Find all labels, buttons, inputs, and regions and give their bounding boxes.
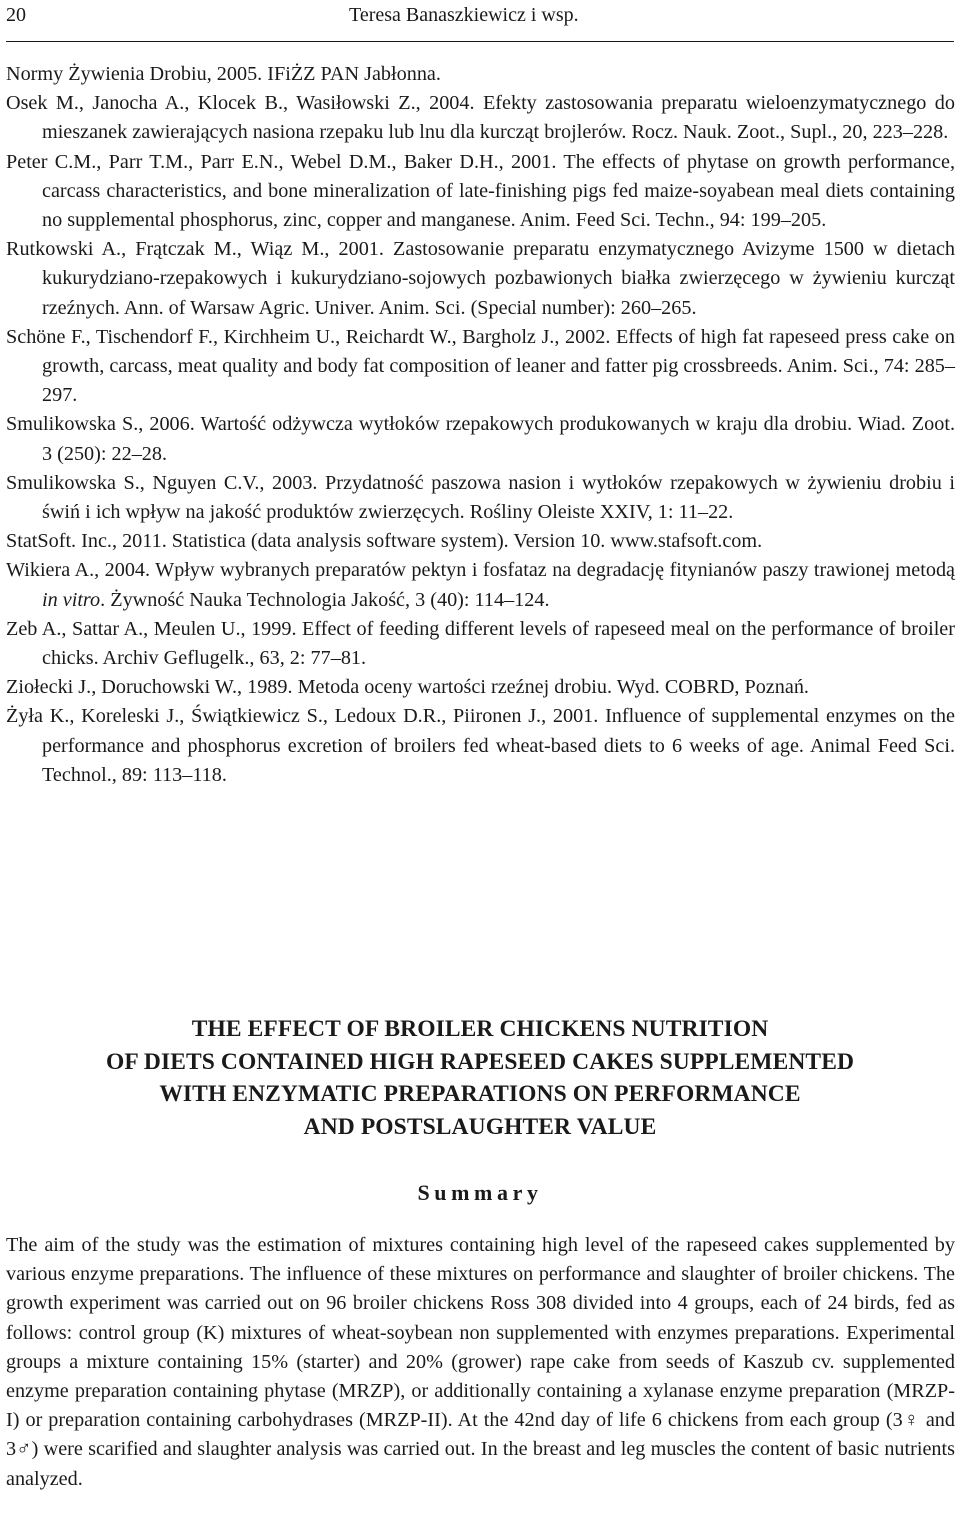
reference-item: Schöne F., Tischendorf F., Kirchheim U., Reichardt W., Bargholz J., 2002. Effects of high fat rapeseed press cake on growth, carcass, meat quality and body fat composition of leaner and fatter pig crossbreeds. Anim. Sci., 74: 285–297. — [6, 325, 955, 407]
reference-item: Smulikowska S., 2006. Wartość odżywcza wytłoków rzepakowych produkowanych w kraju dla drobiu. Wiad. Zoot. 3 (250): 22–28. — [6, 413, 955, 465]
reference-list — [6, 60, 955, 790]
article-title-line: OF DIETS CONTAINED HIGH RAPESEED CAKES SUPPLEMENTED — [105, 1048, 855, 1075]
reference-italic-text: in vitro — [42, 588, 101, 611]
article-title-line: AND POSTSLAUGHTER VALUE — [303, 1113, 657, 1140]
page-number: 20 — [6, 4, 26, 26]
article-title-line: THE EFFECT OF BROILER CHICKENS NUTRITION — [191, 1016, 769, 1042]
reference-item: Ziołecki J., Doruchowski W., 1989. Metoda oceny wartości rzeźnej drobiu. Wyd. COBRD, Poznań. — [6, 676, 809, 699]
reference-item — [6, 556, 955, 614]
reference-item: Normy Żywienia Drobiu, 2005. IFiŻZ PAN Jabłonna. — [6, 63, 441, 85]
header-rule — [6, 41, 954, 42]
reference-item: Smulikowska S., Nguyen C.V., 2003. Przydatność paszowa nasion i wytłoków rzepakowych w żywieniu drobiu i świń i ich wpływ na jakość produktów zwierzęcych. Rośliny Oleiste XXIV, 1: 11–22. — [6, 471, 955, 524]
reference-text: . Żywność Nauka Technologia Jakość, 3 (40): 114–124. — [100, 588, 550, 611]
reference-item: Żyła K., Koreleski J., Świątkiewicz S., Ledoux D.R., Piironen J., 2001. Influence of supplemental enzymes on the performance and phosphorus excretion of broilers fed wheat-based diets to 6 weeks of age. Animal Feed Sci. Technol., 89: 113–118. — [6, 705, 955, 786]
reference-text: Wikiera A., 2004. Wpływ wybranych preparatów pektyn i fosfataz na degradację fitynianów paszy trawionej metodą — [6, 559, 955, 582]
reference-item: Peter C.M., Parr T.M., Parr E.N., Webel D.M., Baker D.H., 2001. The effects of phytase on growth performance, carcass characteristics, and bone mineralization of late-finishing pigs fed maize-soyabean meal diets containing no supplemental phosphorus, zinc, copper and manganese. Anim. Feed Sci. Techn., 94: 199–205. — [6, 150, 955, 232]
reference-item: Zeb A., Sattar A., Meulen U., 1999. Effect of feeding different levels of rapeseed meal on the performance of broiler chicks. Archiv Geflugelk., 63, 2: 77–81. — [6, 617, 955, 670]
summary-heading: Summary — [417, 1180, 543, 1205]
reference-item: StatSoft. Inc., 2011. Statistica (data analysis software system). Version 10. www.stafsoft.com. — [6, 530, 763, 553]
page-header — [6, 0, 954, 30]
reference-item: Osek M., Janocha A., Klocek B., Wasiłowski Z., 2004. Efekty zastosowania preparatu wieloenzymatycznego do mieszanek zawierających nasiona rzepaku lub lnu dla kurcząt brojlerów. Rocz. Nauk. Zoot., Supl., 20, 223–228. — [6, 92, 955, 144]
reference-item: Rutkowski A., Frątczak M., Wiąz M., 2001. Zastosowanie preparatu enzymatycznego Avizyme 1500 w dietach kukurydziano-rzepakowych i kukurydziano-sojowych pozbawionych białka zwierzęcego w żywieniu kurcząt rzeźnych. Ann. of Warsaw Agric. Univer. Anim. Sci. (Special number): 260–265. — [6, 238, 955, 319]
article-title — [0, 1013, 960, 1143]
article-title-line: WITH ENZYMATIC PREPARATIONS ON PERFORMANCE — [159, 1081, 801, 1107]
running-title: Teresa Banaszkiewicz i wsp. — [349, 4, 579, 26]
summary-text: The aim of the study was the estimation of mixtures containing high level of the rapeseed cakes supplemented by various enzyme preparations. The influence of these mixtures on performance and slaughter of broiler chickens. The growth experiment was carried out on 96 broiler chickens Ross 308 divided into 4 groups, each of 24 birds, fed as follows: control group (K) mixtures of wheat-soybean non supplemented with enzymes preparations. Experimental groups a mixture containing 15% (starter) and 20% (grower) rape cake from seeds of Kaszub cv. supplemented enzyme preparation containing phytase (MRZP), or additionally containing a xylanase enzyme preparation (MRZP-I) or preparation containing carbohydrases (MRZP-II). At the 42nd day of life 6 chickens from each group (3♀ and 3♂) were scarified and slaughter analysis was carried out. In the breast and leg muscles the content of basic nutrients analyzed. — [6, 1234, 955, 1490]
